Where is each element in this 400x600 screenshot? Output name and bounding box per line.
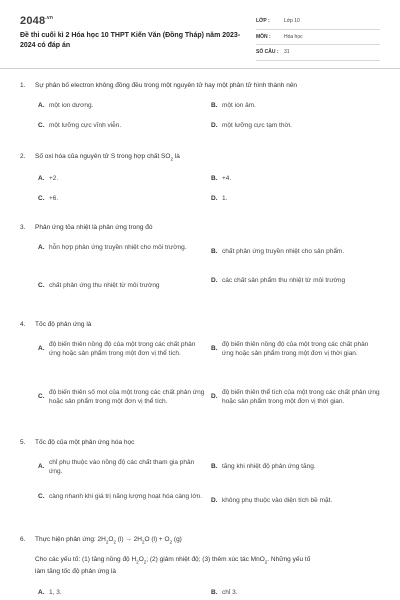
option-a[interactable]: A. một ion dương. <box>38 101 94 109</box>
option-d[interactable]: D. các chất sản phẩm thu nhiệt từ môi trường <box>211 276 346 284</box>
question-5 <box>20 438 382 520</box>
option-b[interactable]: B. chất phản ứng truyền nhiệt cho sản phẩm. <box>211 247 345 255</box>
question-3 <box>20 223 382 303</box>
option-c[interactable]: C. một lưỡng cực vĩnh viễn. <box>38 121 122 129</box>
option-a[interactable]: A. độ biến thiên nồng độ của một trong các chất phản ứng hoặc sản phẩm trong một đơn vị thể tích. <box>38 340 196 357</box>
option-d[interactable]: D. không phụ thuộc vào diện tích bề mặt. <box>211 496 333 504</box>
logo-tld: .vn <box>45 15 54 21</box>
option-c[interactable]: C. càng nhanh khi giá trị năng lượng hoạt hóa càng lớn. <box>38 492 203 500</box>
meta-row-count <box>256 45 380 61</box>
option-b[interactable]: B. +4. <box>211 174 232 182</box>
question-number: 1. <box>20 82 26 89</box>
question-body <box>35 555 382 576</box>
meta-label: SỐ CÂU : <box>256 49 279 56</box>
option-a[interactable]: A. chỉ phụ thuộc vào nồng độ các chất tham gia phản ứng. <box>38 458 195 475</box>
meta-value: 31 <box>284 49 290 56</box>
question-number: 6. <box>20 536 26 543</box>
question-2 <box>20 152 382 204</box>
page-title: Đề thi cuối kì 2 Hóa học 10 THPT Kiến Văn (Đồng Tháp) năm 2023-2024 có đáp án <box>20 32 241 49</box>
question-text: Tốc độ của một phản ứng hóa học <box>35 439 135 446</box>
question-text: Sự phân bố electron không đồng đều trong một nguyên tử hay một phân tử hình thành nên <box>35 82 298 89</box>
option-a[interactable]: A. 1, 3. <box>38 589 62 597</box>
option-d[interactable]: D. độ biến thiên thể tích của một trong các chất phản ứng hoặc sản phẩm trong một đơn vị thời gian. <box>211 388 380 405</box>
question-text: Số oxi hóa của nguyên tử S trong hợp chất $SO_2$ là <box>35 153 180 162</box>
question-text: Thực hiện phản ứng: $2H_2O_2$ $(l) \to 2H_2O$ $(l) + O_2$ (g) <box>35 536 182 545</box>
option-b[interactable]: B. chỉ 3. <box>211 589 238 597</box>
question-number: 2. <box>20 153 26 160</box>
header-divider <box>0 68 400 69</box>
question-line: làm tăng tốc độ phản ứng là <box>35 567 116 575</box>
question-text: Phản ứng tỏa nhiệt là phản ứng trong đó <box>35 224 153 231</box>
question-number: 5. <box>20 439 26 446</box>
question-6 <box>20 535 382 600</box>
question-number: 4. <box>20 321 26 328</box>
meta-value: Hóa học <box>284 33 303 40</box>
option-c[interactable]: C. +6. <box>38 194 59 202</box>
meta-row-class <box>256 14 380 30</box>
meta-label: LỚP : <box>256 18 270 25</box>
logo-text: 2048 <box>20 15 46 27</box>
option-a[interactable]: A. +2. <box>38 174 59 182</box>
option-c[interactable]: C. chất phản ứng thu nhiệt từ môi trường <box>38 281 160 289</box>
option-b[interactable]: B. tăng khi nhiệt độ phản ứng tăng. <box>211 462 316 470</box>
question-4 <box>20 320 382 430</box>
option-b[interactable]: B. một ion âm. <box>211 101 256 109</box>
option-c[interactable]: C. độ biến thiên số mol của một trong các chất phản ứng hoặc sản phẩm trong một đơn vị thể tích. <box>38 388 205 405</box>
meta-label: MÔN : <box>256 33 271 40</box>
question-line: Cho các yếu tố: (1) tăng nồng độ $H_2O_2$; (2) giảm nhiệt độ; (3) thêm xúc tác MnO$_2$. Những yếu tố <box>35 555 311 565</box>
question-text: Tốc độ phản ứng là <box>35 321 92 328</box>
question-1 <box>20 81 382 131</box>
question-number: 3. <box>20 224 26 231</box>
exam-meta <box>256 14 380 61</box>
meta-value: Lớp 10 <box>284 18 300 25</box>
option-b[interactable]: B. độ biến thiên nồng độ của một trong các chất phản ứng hoặc sản phẩm trong một đơn vị thời gian. <box>211 340 369 357</box>
option-a[interactable]: A. hỗn hợp phản ứng truyền nhiệt cho môi trường. <box>38 243 187 251</box>
option-d[interactable]: D. 1. <box>211 194 228 202</box>
meta-row-subject <box>256 30 380 46</box>
site-logo[interactable] <box>20 15 53 27</box>
option-d[interactable]: D. một lưỡng cực tạm thời. <box>211 121 292 129</box>
header <box>0 0 400 68</box>
